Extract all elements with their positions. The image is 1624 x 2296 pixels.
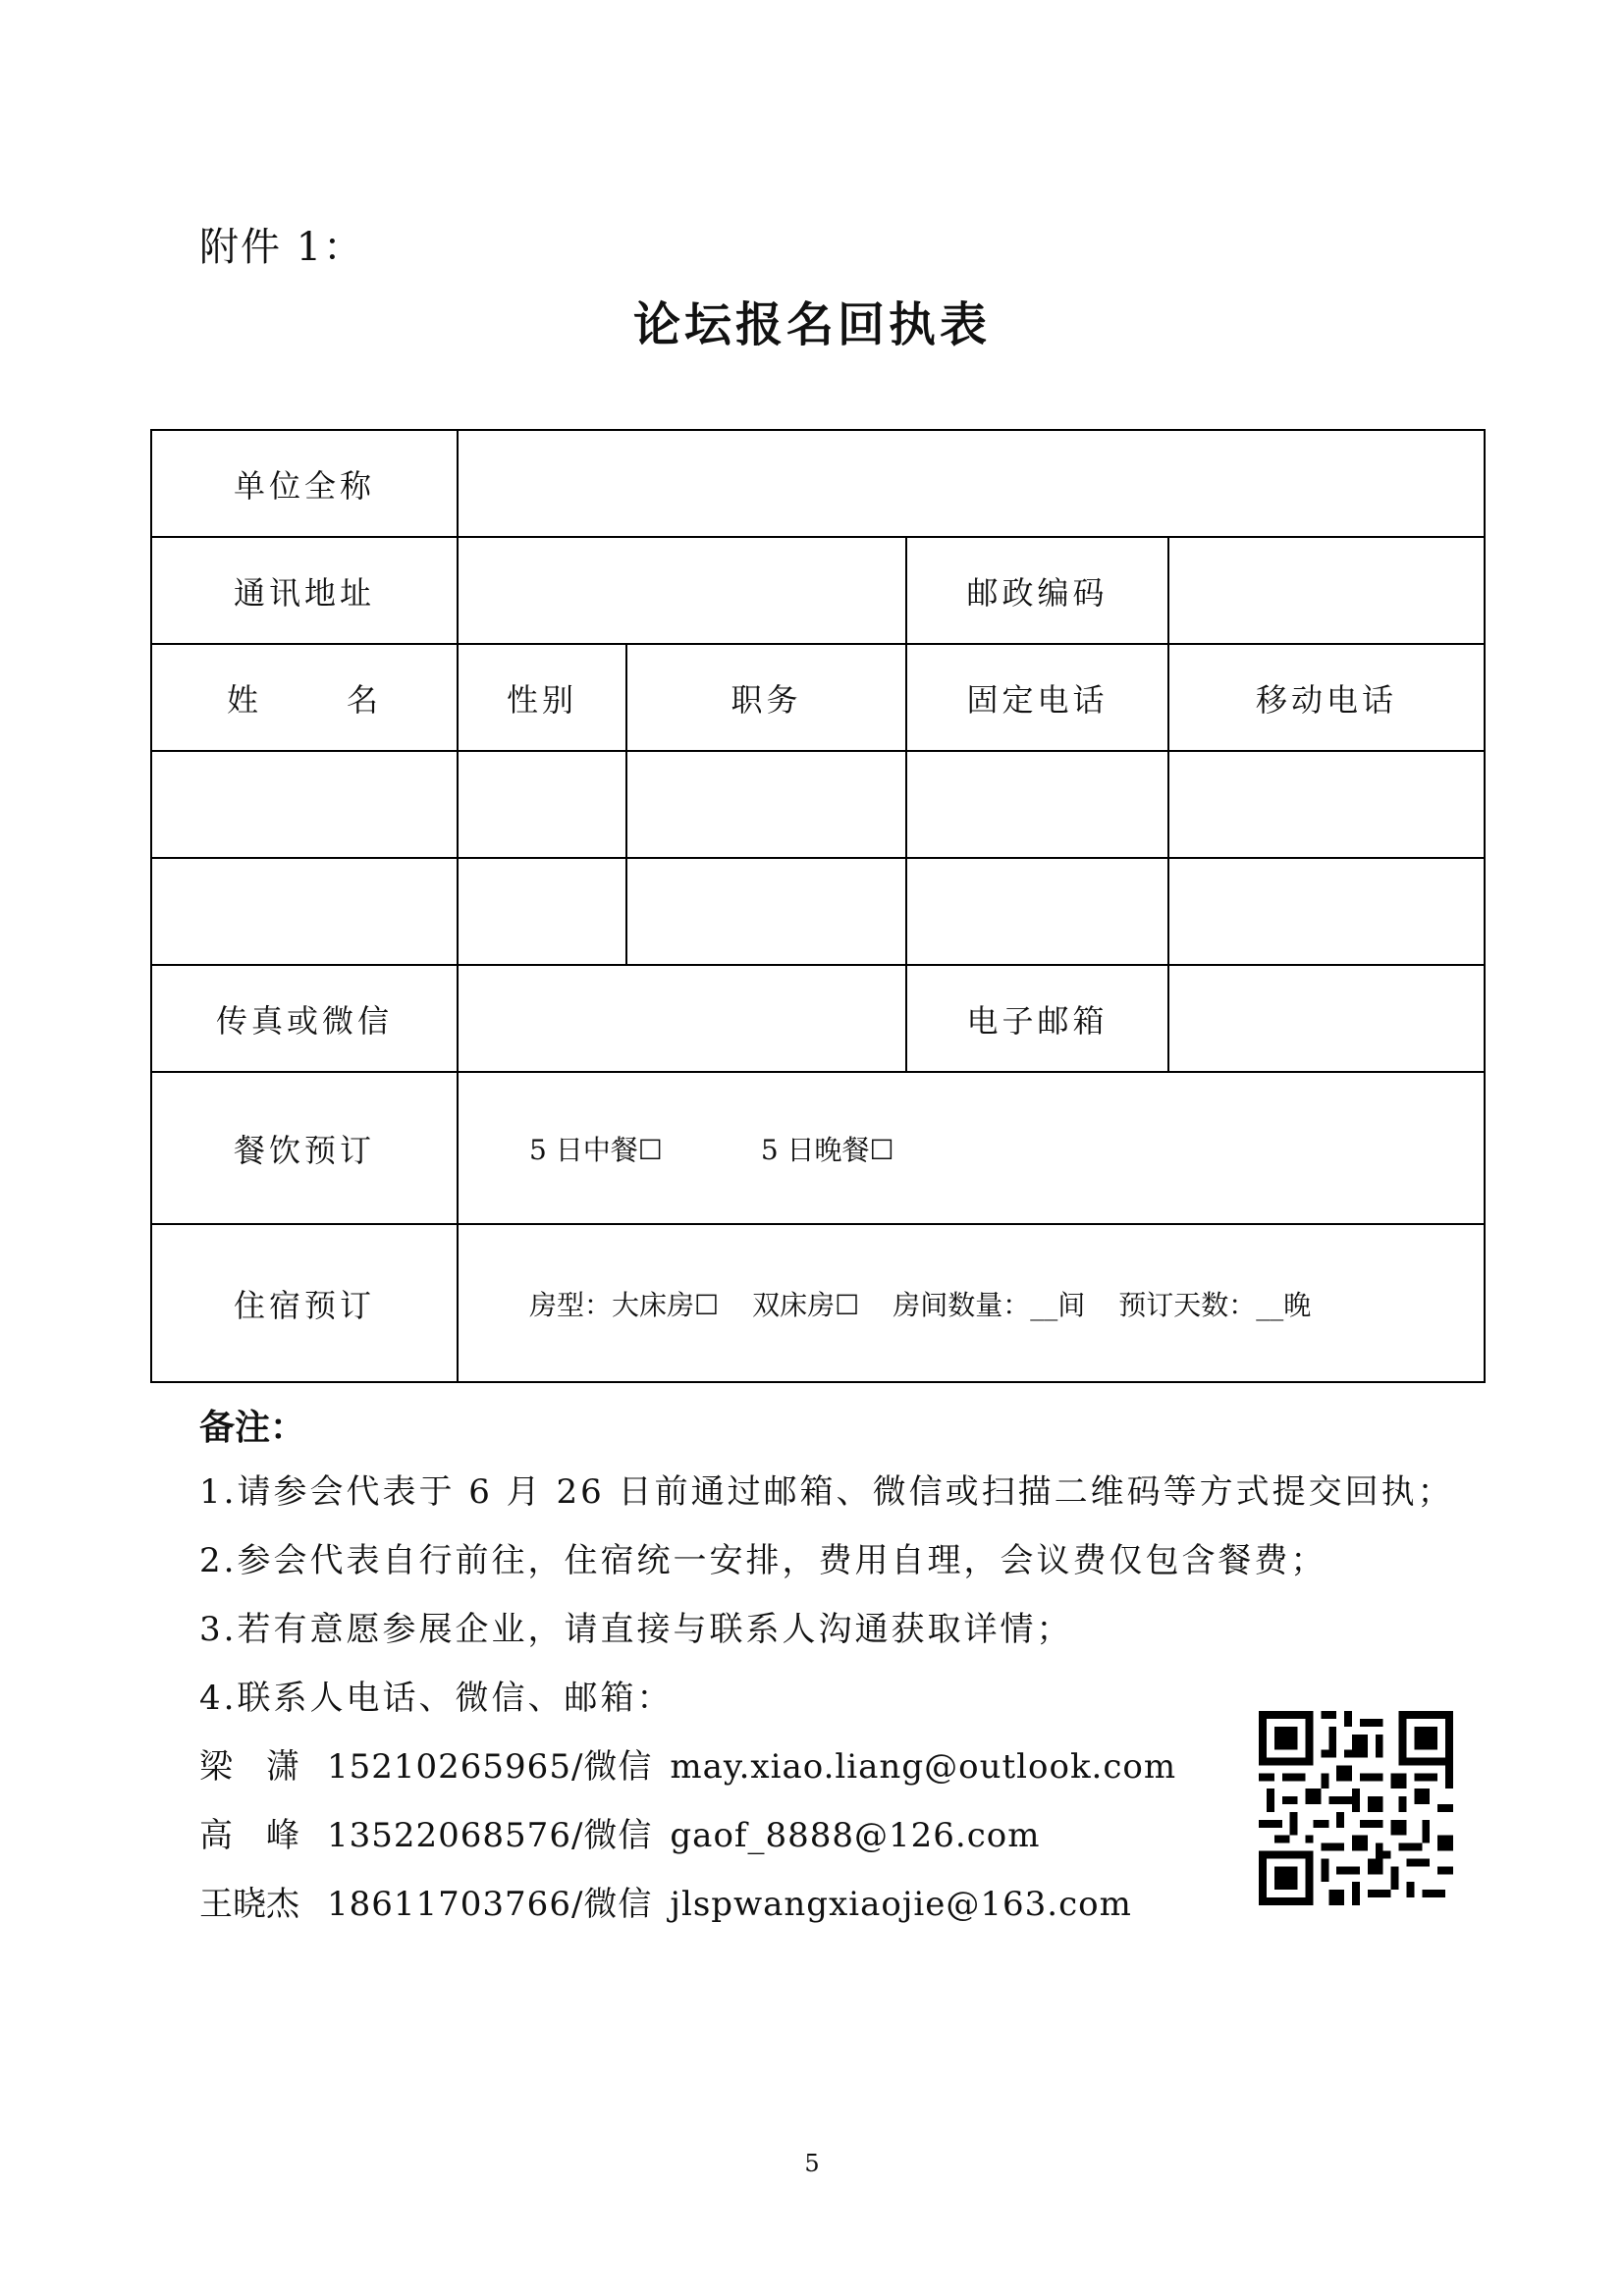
gender-header: 性别 [458,644,626,751]
email-field[interactable] [1168,965,1485,1072]
address-field[interactable] [458,537,906,644]
note-item: 3.若有意愿参展企业，请直接与联系人沟通获取详情； [199,1610,1073,1649]
name-field[interactable] [151,751,458,858]
nights-field[interactable]: 预订天数：__晚 [1118,1288,1312,1321]
position-field[interactable] [626,751,906,858]
mobile-field[interactable] [1168,751,1485,858]
fax-wechat-field[interactable] [458,965,906,1072]
form-title: 论坛报名回执表 [632,297,991,352]
phone-header: 固定电话 [906,644,1168,751]
gender-field[interactable] [458,751,626,858]
name-field[interactable] [151,858,458,965]
page-number: 5 [804,2150,820,2177]
postcode-label: 邮政编码 [906,537,1168,644]
lunch-checkbox[interactable]: 5 日中餐☐ [529,1133,663,1166]
fax-wechat-label: 传真或微信 [151,965,458,1072]
dinner-checkbox[interactable]: 5 日晚餐☐ [760,1133,894,1166]
table-row [151,751,1485,858]
org-name-field[interactable] [458,430,1485,537]
note-item: 1.请参会代表于 6 月 26 日前通过邮箱、微信或扫描二维码等方式提交回执； [199,1472,1454,1512]
position-field[interactable] [626,858,906,965]
contact-phone: 18611703766/微信 [327,1885,653,1924]
note-item: 4.联系人电话、微信、邮箱： [199,1679,674,1718]
attachment-label: 附件 1： [199,225,365,270]
phone-field[interactable] [906,751,1168,858]
registration-form-table [150,429,1486,1383]
room-count-field[interactable]: 房间数量：__间 [893,1288,1086,1321]
mobile-field[interactable] [1168,858,1485,965]
notes-heading: 备注： [199,1408,306,1448]
address-label: 通讯地址 [151,537,458,644]
dining-label: 餐饮预订 [151,1072,458,1224]
name-header-char-1: 姓 [226,680,262,719]
qr-code-icon[interactable] [1259,1711,1453,1905]
gender-field[interactable] [458,858,626,965]
position-header: 职务 [626,644,906,751]
contact-email[interactable]: gaof_8888@126.com [670,1816,1041,1855]
contact-name: 高 峰 [199,1816,299,1855]
contact-name: 王晓杰 [199,1885,299,1924]
twin-room-checkbox[interactable]: 双床房☐ [752,1288,860,1321]
email-label: 电子邮箱 [906,965,1168,1072]
contact-phone: 15210265965/微信 [327,1747,653,1787]
contact-email[interactable]: jlspwangxiaojie@163.com [670,1885,1132,1924]
phone-field[interactable] [906,858,1168,965]
postcode-field[interactable] [1168,537,1485,644]
king-room-checkbox[interactable]: 房型：大床房☐ [529,1288,720,1321]
name-header-char-2: 名 [347,680,383,719]
lodging-label: 住宿预订 [151,1224,458,1382]
org-name-label: 单位全称 [151,430,458,537]
contact-email[interactable]: may.xiao.liang@outlook.com [670,1747,1177,1787]
contact-name: 梁 潇 [199,1747,299,1787]
mobile-header: 移动电话 [1168,644,1485,751]
table-row [151,858,1485,965]
contact-phone: 13522068576/微信 [327,1816,653,1855]
note-item: 2.参会代表自行前往，住宿统一安排，费用自理，会议费仅包含餐费； [199,1541,1327,1580]
name-header [151,644,458,751]
